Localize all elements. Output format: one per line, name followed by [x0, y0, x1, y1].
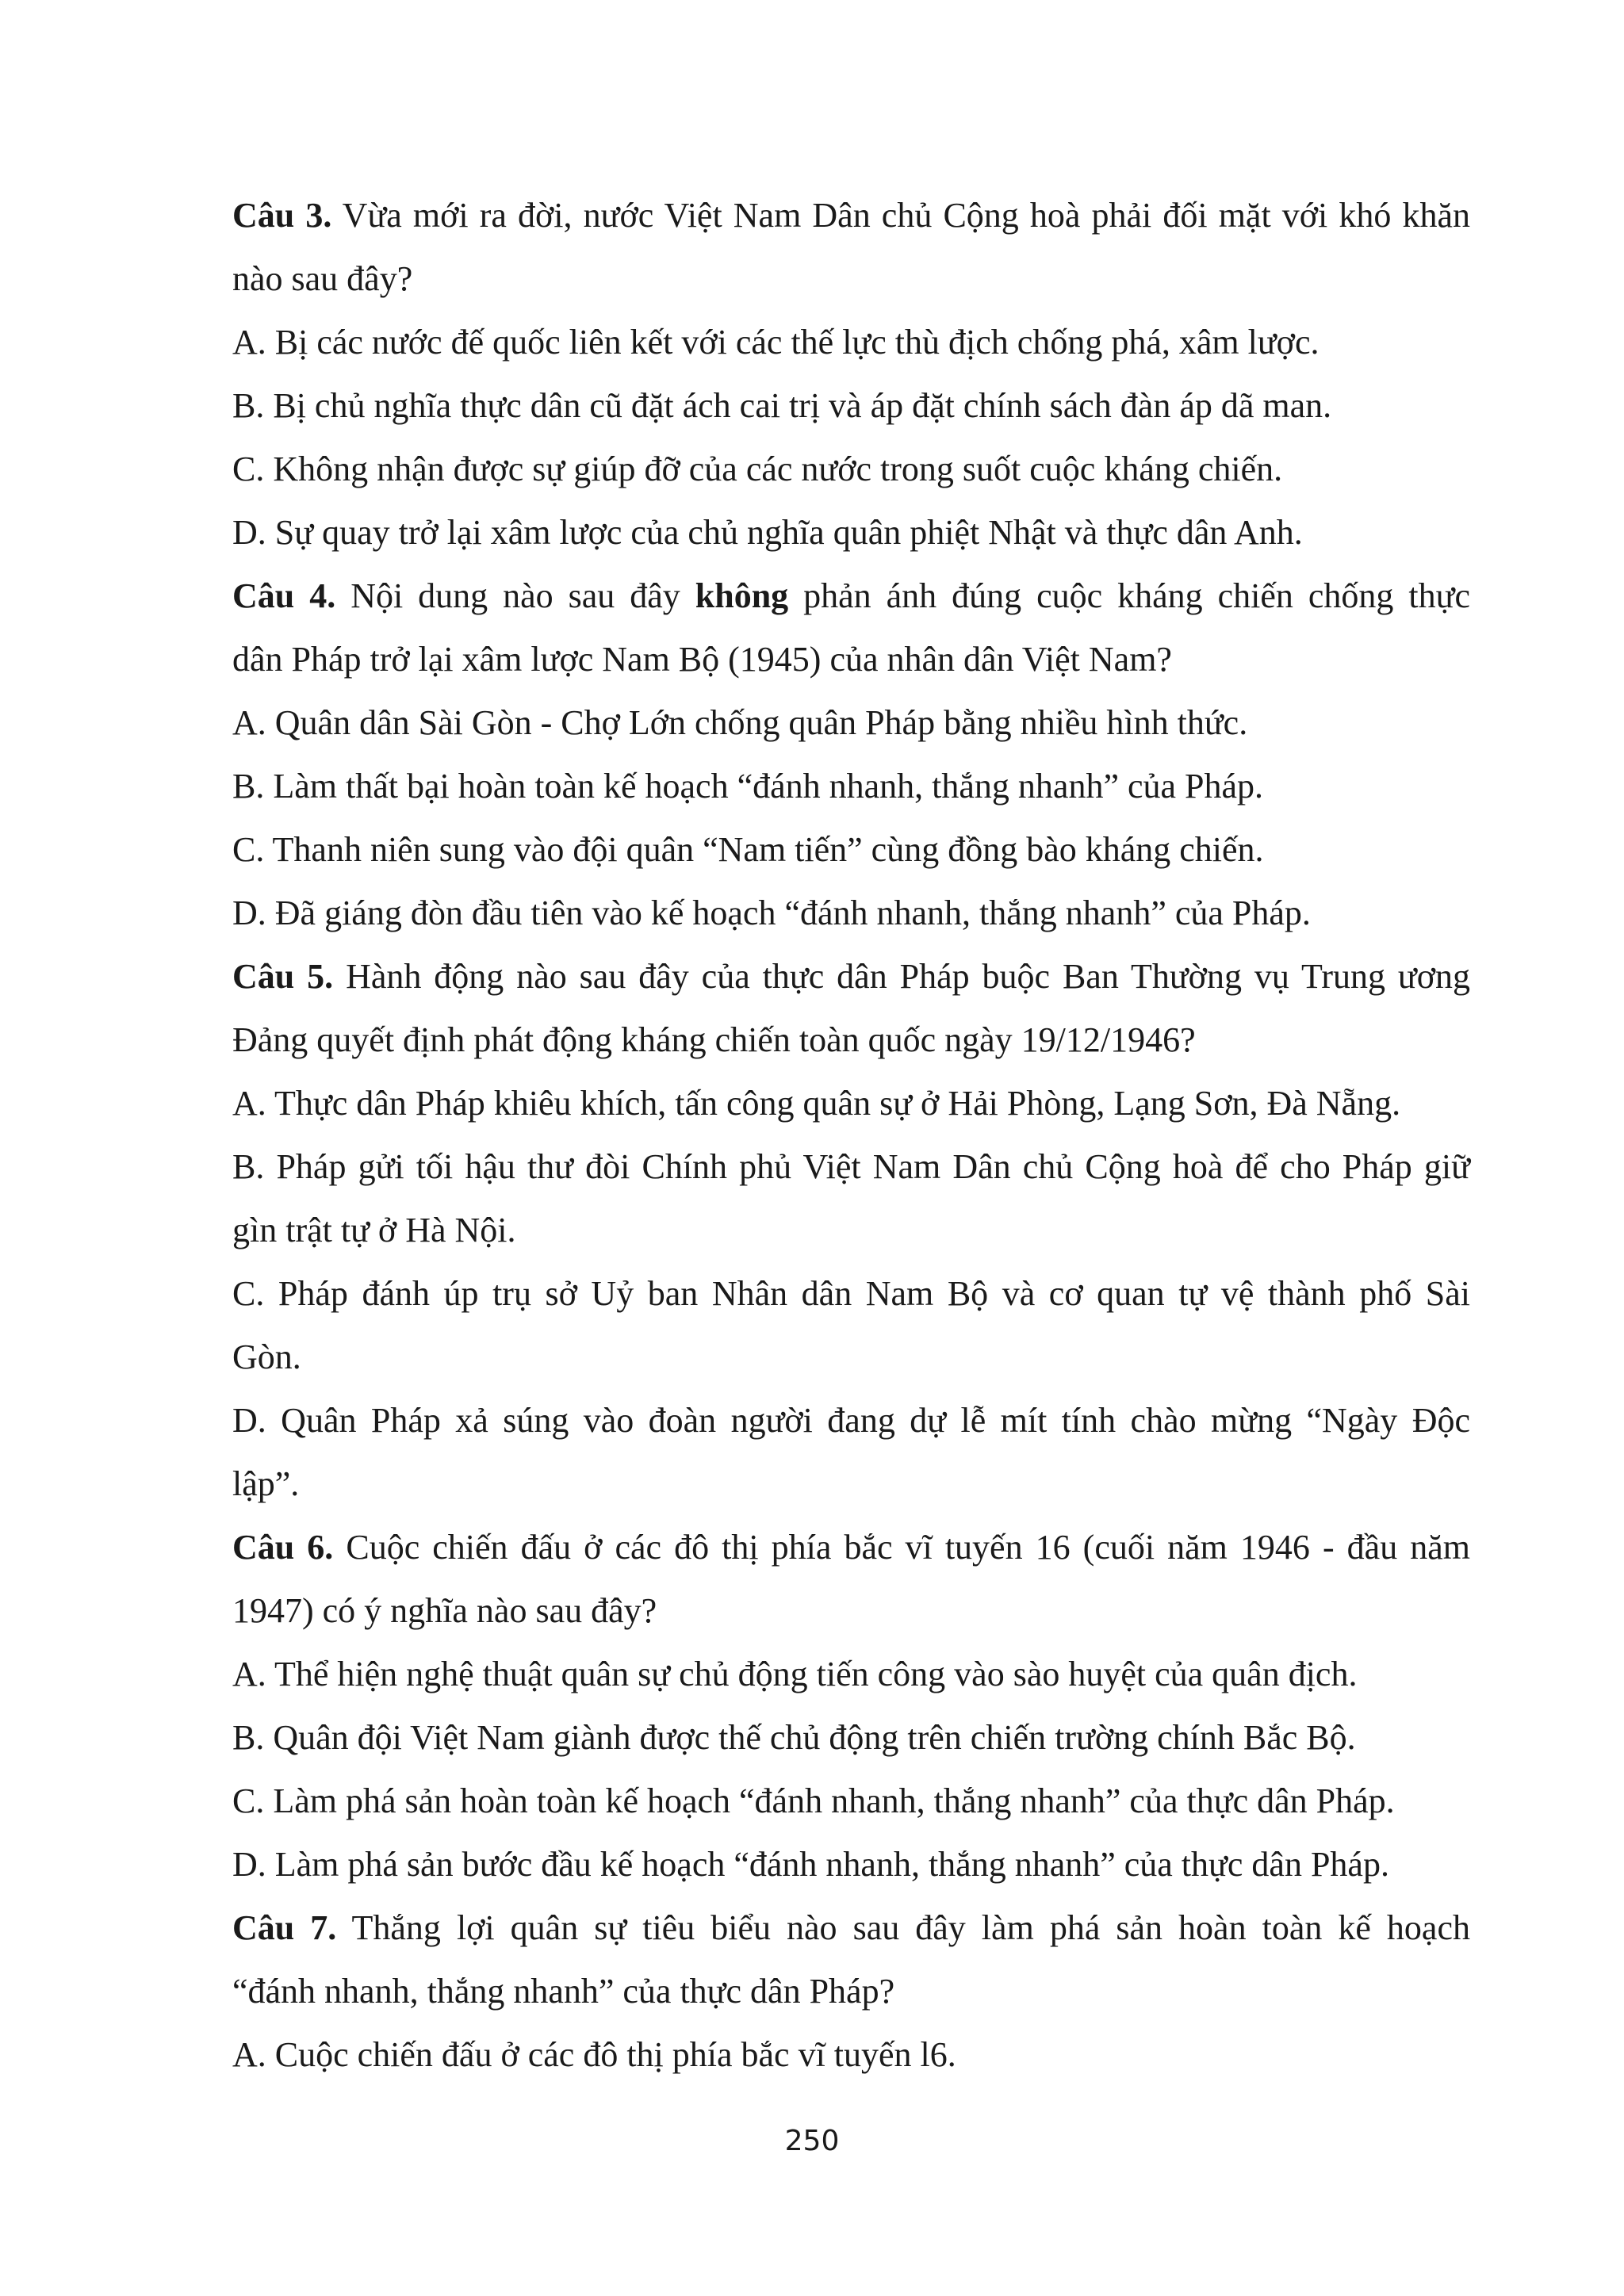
question-6	[232, 1516, 1470, 1896]
question-label: Câu 6.	[232, 1528, 334, 1567]
answer-option-c: C. Thanh niên sung vào đội quân “Nam tiến” cùng đồng bào kháng chiến.	[232, 830, 1264, 869]
question-4	[232, 564, 1470, 945]
question-stem-line: Câu 7. Thắng lợi quân sự tiêu biểu nào sau đây làm phá sản hoàn toàn kế hoạch	[232, 1908, 1470, 1947]
question-stem-line: Câu 5. Hành động nào sau đây của thực dân Pháp buộc Ban Thường vụ Trung ương	[232, 957, 1470, 996]
answer-option-d-cont: lập”.	[232, 1464, 300, 1503]
answer-option-d: D. Làm phá sản bước đầu kế hoạch “đánh nhanh, thắng nhanh” của thực dân Pháp.	[232, 1845, 1389, 1884]
question-list	[232, 184, 1470, 2087]
answer-option-c-cont: Gòn.	[232, 1337, 301, 1376]
question-stem-line: Câu 3. Vừa mới ra đời, nước Việt Nam Dân chủ Cộng hoà phải đối mặt với khó khăn	[232, 196, 1470, 235]
answer-option-b-cont: gìn trật tự ở Hà Nội.	[232, 1211, 516, 1249]
answer-option-b: B. Pháp gửi tối hậu thư đòi Chính phủ Việt Nam Dân chủ Cộng hoà để cho Pháp giữ	[232, 1147, 1470, 1186]
answer-option-c: C. Không nhận được sự giúp đỡ của các nước trong suốt cuộc kháng chiến.	[232, 450, 1283, 488]
question-label: Câu 3.	[232, 196, 332, 235]
answer-option-b: B. Làm thất bại hoàn toàn kế hoạch “đánh nhanh, thắng nhanh” của Pháp.	[232, 767, 1264, 806]
question-stem-line: Câu 4. Nội dung nào sau đây không phản ánh đúng cuộc kháng chiến chống thực	[232, 576, 1470, 615]
answer-option-b: B. Bị chủ nghĩa thực dân cũ đặt ách cai trị và áp đặt chính sách đàn áp dã man.	[232, 386, 1332, 425]
question-label: Câu 5.	[232, 957, 334, 996]
answer-option-a: A. Cuộc chiến đấu ở các đô thị phía bắc vĩ tuyến l6.	[232, 2035, 956, 2074]
question-stem-line: “đánh nhanh, thắng nhanh” của thực dân Pháp?	[232, 1972, 895, 2011]
question-label: Câu 4.	[232, 576, 336, 615]
answer-option-a: A. Thực dân Pháp khiêu khích, tấn công quân sự ở Hải Phòng, Lạng Sơn, Đà Nẵng.	[232, 1084, 1401, 1123]
answer-option-c: C. Làm phá sản hoàn toàn kế hoạch “đánh nhanh, thắng nhanh” của thực dân Pháp.	[232, 1781, 1395, 1820]
question-7	[232, 1896, 1470, 2087]
emphasis-not: không	[695, 576, 789, 615]
question-stem-line: 1947) có ý nghĩa nào sau đây?	[232, 1591, 657, 1630]
answer-option-b: B. Quân đội Việt Nam giành được thế chủ động trên chiến trường chính Bắc Bộ.	[232, 1718, 1356, 1757]
question-label: Câu 7.	[232, 1908, 337, 1947]
question-stem-line: Câu 6. Cuộc chiến đấu ở các đô thị phía bắc vĩ tuyến 16 (cuối năm 1946 - đầu năm	[232, 1528, 1470, 1567]
answer-option-d: D. Sự quay trở lại xâm lược của chủ nghĩa quân phiệt Nhật và thực dân Anh.	[232, 513, 1303, 552]
answer-option-a: A. Thể hiện nghệ thuật quân sự chủ động tiến công vào sào huyệt của quân địch.	[232, 1655, 1358, 1693]
question-stem-line: Đảng quyết định phát động kháng chiến toàn quốc ngày 19/12/1946?	[232, 1020, 1196, 1059]
answer-option-a: A. Quân dân Sài Gòn - Chợ Lớn chống quân Pháp bằng nhiều hình thức.	[232, 703, 1248, 742]
answer-option-c: C. Pháp đánh úp trụ sở Uỷ ban Nhân dân Nam Bộ và cơ quan tự vệ thành phố Sài	[232, 1274, 1470, 1313]
question-stem-line: nào sau đây?	[232, 259, 413, 298]
question-3	[232, 184, 1470, 564]
question-stem-line: dân Pháp trở lại xâm lược Nam Bộ (1945) của nhân dân Việt Nam?	[232, 640, 1172, 679]
answer-option-a: A. Bị các nước đế quốc liên kết với các thế lực thù địch chống phá, xâm lược.	[232, 323, 1320, 362]
answer-option-d: D. Quân Pháp xả súng vào đoàn người đang dự lễ mít tính chào mừng “Ngày Độc	[232, 1401, 1470, 1440]
answer-option-d: D. Đã giáng đòn đầu tiên vào kế hoạch “đánh nhanh, thắng nhanh” của Pháp.	[232, 894, 1311, 932]
page-number: 250	[784, 2125, 840, 2157]
question-5	[232, 945, 1470, 1516]
